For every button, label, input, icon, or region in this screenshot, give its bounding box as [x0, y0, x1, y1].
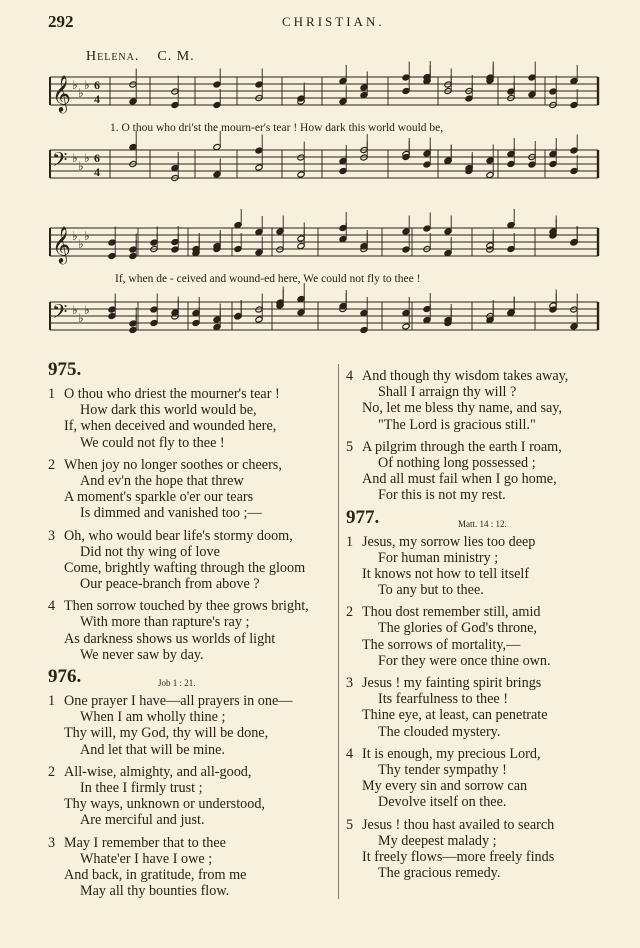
stanza-number: 4	[346, 368, 354, 384]
page-number: 292	[48, 12, 74, 31]
verse-line	[346, 487, 636, 503]
verse-text: Thy will, my God, thy will be done,	[64, 725, 269, 742]
verse-line	[48, 693, 338, 709]
verse-text: It knows not how to tell itself	[362, 565, 530, 582]
hymn-977-stanzas	[346, 534, 636, 882]
verse-line	[48, 780, 338, 796]
verse-line	[48, 435, 338, 451]
time-signature: 4	[94, 92, 100, 106]
verse-line	[48, 867, 338, 883]
verse-line	[48, 764, 338, 780]
flat-icon: ♭	[78, 159, 84, 173]
verse-line	[48, 544, 338, 560]
stanza-3	[48, 835, 338, 900]
hymn-975-stanzas	[48, 386, 338, 663]
verse-line	[48, 614, 338, 630]
stanza-number: 5	[346, 816, 354, 833]
verse-line	[346, 724, 636, 740]
stanza-number: 5	[346, 438, 354, 455]
hymn-number	[346, 506, 636, 534]
stanza-number: 4	[346, 745, 354, 762]
bass-clef-icon: 𝄢	[52, 302, 68, 328]
time-signature: 6	[94, 78, 100, 92]
verse-text: To any but to thee.	[378, 582, 484, 599]
verse-text: One prayer I have—all prayers in one—	[64, 693, 293, 709]
flat-icon: ♭	[72, 78, 78, 92]
flat-icon: ♭	[78, 237, 84, 251]
verse-text: Jesus, my sorrow lies too deep	[362, 533, 536, 550]
hymn-number: 975.	[48, 359, 82, 380]
verse-text: Jesus ! thou hast availed to search	[362, 816, 555, 833]
hymn-number	[48, 666, 338, 693]
verse-text: If, when deceived and wounded here,	[64, 418, 277, 435]
verse-line	[48, 709, 338, 725]
verse-line	[48, 576, 338, 592]
music-lyric-line-2: If, when de - ceived and wound-ed here, We could not fly to thee !	[115, 273, 421, 285]
verse-line	[346, 653, 636, 669]
scripture-reference: Job 1 : 21.	[158, 678, 196, 688]
verse-text: As darkness shows us worlds of light	[64, 630, 276, 647]
verse-text: With more than rapture's ray ;	[80, 614, 250, 631]
verse-text: And let that will be mine.	[80, 741, 225, 758]
verse-text: All-wise, almighty, and all-good,	[64, 763, 252, 780]
verse-text: And though thy wisdom takes away,	[362, 368, 569, 384]
tune-meter: C. M.	[157, 49, 195, 64]
flat-icon: ♭	[84, 303, 90, 317]
column-divider	[338, 364, 339, 899]
flat-icon: ♭	[84, 78, 90, 92]
verse-text: For this is not my rest.	[378, 487, 506, 504]
verse-text: It freely flows—more freely finds	[362, 848, 555, 865]
verse-line	[346, 746, 636, 762]
verse-text: Is dimmed and vanished too ;—	[80, 505, 262, 522]
verse-line	[346, 384, 636, 400]
stanza-number: 3	[48, 834, 56, 851]
verse-line	[346, 849, 636, 865]
verse-text: And ev'n the hope that threw	[80, 472, 244, 489]
verse-line	[346, 637, 636, 653]
verse-line	[48, 725, 338, 741]
time-signature: 4	[94, 165, 100, 179]
verse-line	[48, 742, 338, 758]
verse-line	[346, 620, 636, 636]
verse-text: It is enough, my precious Lord,	[362, 745, 541, 762]
verse-line	[48, 473, 338, 489]
verse-line	[346, 817, 636, 833]
verse-line	[346, 778, 636, 794]
verse-line	[346, 417, 636, 433]
verse-text: We could not fly to thee !	[80, 434, 225, 451]
hymn-975	[48, 359, 338, 663]
bass-clef-icon: 𝄢	[52, 150, 68, 176]
flat-icon: ♭	[78, 86, 84, 100]
verse-line	[346, 582, 636, 598]
verse-text: Did not thy wing of love	[80, 543, 220, 560]
hymn-976-stanzas-right	[346, 368, 636, 504]
verse-line	[48, 386, 338, 402]
verse-text: Our peace-branch from above ?	[80, 576, 260, 593]
treble-clef-icon: 𝄞	[52, 226, 71, 262]
verse-text: My every sin and sorrow can	[362, 778, 528, 795]
stanza-1	[48, 693, 338, 758]
flat-icon: ♭	[84, 229, 90, 243]
verse-line	[48, 883, 338, 899]
verse-line	[48, 560, 338, 576]
verse-line	[346, 550, 636, 566]
verse-text: My deepest malady ;	[378, 832, 497, 849]
verse-text: When I am wholly thine ;	[80, 709, 226, 726]
verse-line	[346, 368, 636, 384]
stanza-4	[48, 598, 338, 663]
verse-line	[48, 812, 338, 828]
stanza-3	[346, 675, 636, 740]
verse-line	[346, 566, 636, 582]
verse-text: Thy ways, unknown or understood,	[64, 796, 265, 813]
music-lyric-line-1: 1. O thou who dri'st the mourn-er's tear ! How dark this world would be,	[110, 122, 444, 134]
verse-line	[346, 707, 636, 723]
verse-text: May I remember that to thee	[64, 834, 226, 851]
flat-icon: ♭	[72, 229, 78, 243]
treble-clef-icon: 𝄞	[52, 75, 71, 111]
stanza-4	[346, 368, 636, 433]
verse-text: "The Lord is gracious still."	[378, 416, 536, 433]
verse-text: A moment's sparkle o'er our tears	[64, 489, 254, 506]
stanza-4	[346, 746, 636, 811]
stanza-number: 1	[48, 386, 56, 402]
verse-text: And all must fail when I go home,	[362, 471, 557, 488]
verse-line	[346, 833, 636, 849]
verse-line	[346, 455, 636, 471]
stanza-number: 4	[48, 598, 56, 615]
verse-text: In thee I firmly trust ;	[80, 779, 203, 796]
verse-line	[48, 528, 338, 544]
verse-line	[346, 604, 636, 620]
flat-icon: ♭	[78, 311, 84, 325]
verse-line	[48, 505, 338, 521]
verse-text: Its fearfulness to thee !	[378, 691, 509, 708]
stanza-number: 2	[48, 456, 56, 473]
time-signature: 6	[94, 151, 100, 165]
verse-text: When joy no longer soothes or cheers,	[64, 456, 282, 473]
verse-text: A pilgrim through the earth I roam,	[362, 438, 562, 455]
verse-line	[48, 418, 338, 434]
hymn-976-stanzas-left	[48, 693, 338, 899]
verse-line	[48, 796, 338, 812]
verse-text: No, let me bless thy name, and say,	[362, 400, 563, 417]
stanza-2	[346, 604, 636, 669]
tune-name: Helena.	[86, 49, 140, 64]
stanza-1	[48, 386, 338, 451]
verse-line	[346, 471, 636, 487]
hymn-977	[346, 506, 636, 882]
verse-text: For human ministry ;	[378, 549, 499, 566]
verse-text: The glories of God's throne,	[378, 620, 537, 637]
verse-text: Come, brightly wafting through the gloom	[64, 559, 306, 576]
verse-line	[48, 631, 338, 647]
running-title: CHRISTIAN.	[282, 14, 385, 29]
hymn-number-text: 977.	[346, 506, 380, 528]
right-column	[346, 368, 636, 887]
stanza-5	[346, 817, 636, 882]
verse-text: Of nothing long possessed ;	[378, 454, 536, 471]
stanza-number: 2	[48, 763, 56, 780]
verse-text: Thou dost remember still, amid	[362, 604, 541, 621]
stanza-1	[346, 534, 636, 599]
flat-icon: ♭	[72, 303, 78, 317]
hymn-number-text: 976.	[48, 666, 82, 687]
verse-line	[48, 851, 338, 867]
verse-line	[346, 439, 636, 455]
verse-text: How dark this world would be,	[80, 402, 257, 419]
verse-line	[346, 400, 636, 416]
verse-text: Shall I arraign thy will ?	[378, 384, 517, 401]
verse-line	[48, 835, 338, 851]
verse-line	[346, 675, 636, 691]
stanza-number: 3	[346, 675, 354, 691]
stanza-2	[48, 764, 338, 829]
left-column	[48, 359, 338, 905]
stanza-2	[48, 457, 338, 522]
verse-text: And back, in gratitude, from me	[64, 866, 247, 883]
music-score	[0, 0, 640, 350]
verse-text: Then sorrow touched by thee grows bright,	[64, 598, 309, 615]
verse-line	[48, 489, 338, 505]
verse-text: Whate'er I have I owe ;	[80, 850, 213, 867]
verse-line	[346, 794, 636, 810]
verse-line	[48, 402, 338, 418]
verse-text: The clouded mystery.	[378, 723, 501, 740]
verse-line	[48, 457, 338, 473]
verse-text: For they were once thine own.	[378, 652, 551, 669]
scripture-reference: Matt. 14 : 12.	[458, 518, 507, 529]
verse-line	[48, 647, 338, 663]
verse-line	[48, 598, 338, 614]
verse-line	[346, 865, 636, 881]
verse-text: The sorrows of mortality,—	[362, 636, 521, 653]
stanza-number: 1	[48, 693, 56, 709]
verse-text: Devolve itself on thee.	[378, 794, 507, 811]
flat-icon: ♭	[84, 151, 90, 165]
verse-text: Are merciful and just.	[80, 812, 205, 829]
stanza-number: 2	[346, 604, 354, 621]
stanza-number: 1	[346, 533, 354, 550]
verse-text: The gracious remedy.	[378, 865, 501, 882]
verse-text: We never saw by day.	[80, 646, 204, 663]
verse-text: Jesus ! my fainting spirit brings	[362, 675, 542, 691]
verse-text: Thy tender sympathy !	[378, 761, 507, 778]
stanza-3	[48, 528, 338, 593]
stanza-number: 3	[48, 527, 56, 544]
hymn-976	[48, 666, 338, 900]
verse-text: Thine eye, at least, can penetrate	[362, 707, 548, 724]
stanza-5	[346, 439, 636, 504]
verse-text: O thou who driest the mourner's tear !	[64, 386, 280, 402]
verse-line	[346, 691, 636, 707]
verse-text: Oh, who would bear life's stormy doom,	[64, 527, 293, 544]
verse-text: May all thy bounties flow.	[80, 883, 230, 900]
verse-line	[346, 534, 636, 550]
verse-line	[346, 762, 636, 778]
flat-icon: ♭	[72, 151, 78, 165]
